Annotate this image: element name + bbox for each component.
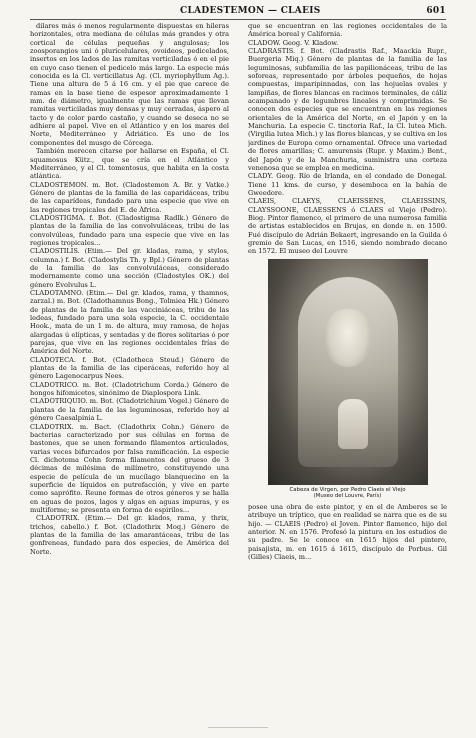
entry-text: que se encuentran en las regiones occidentales de la América boreal y California.	[248, 22, 447, 39]
caption-line-1: Cabeza de Virgen, por Pedro Claeis el Viejo	[289, 486, 406, 493]
page-footer	[0, 724, 476, 738]
entry-cladrastis: CLADRASTIS. f. Bot. (Cladrastis Raf., Maackia Rupr., Buergeria Miq.) Género de plantas de la familia de las leguminosas, subfamilia de las papilionáceas, tribu de las soforeas, representado por árboles pequeños, de hojas compuestas, imparipinnadas, con las hojuelas ovales y lampiñas, de flores blancas en racimos terminales, de cáliz acampanado y de legumbres lineales y comprimidas. Se conocen dos especies que se encuentran en las regiones orientales de la América del Norte, en el Japón y en la Manchuria. La especie C. tinctoria Raf., la Cl. lutea Mich. (Virgilia lutea Mich.) y las flores blancas, y se cultiva en los jardines de Europa como ornamental. Ofrece una variedad de flores amarillas; C. amurensis (Rupr. y Maxim.) Bent., del Japón y de la Manchuria, suministra una corteza venenosa que se emplea en medicina.	[248, 47, 447, 172]
header-rule	[30, 19, 446, 20]
entry-clady: CLADY. Geog. Río de Irlanda, en el condado de Donegal. Tiene 11 kms. de curso, y desemboca en la bahía de Gweedore.	[248, 172, 447, 197]
portrait-hands	[338, 399, 368, 449]
entry-text: dilares más ó menos regularmente dispuestas en hileras horizontales, otra mediana de células más grandes y otra cortical de células pequeñas y angulosas; los zoosporangios uni ó pluricelulares, ovoideos, pedicelados, insertos en los lados de las ramitas verticiladas ó en el pie en cuyo caso tienen el pedicelo más largo. La especie más conocida es la Cl. verticillatus Ag. (Cl. myriophyllum Ag.). Tiene una altura de 5 á 16 cm. y el pie que carece de ramas en la base tiene de espesor aproximadamente 1 mm. de diámetro, igualmente que las ramas que llevan ramitas verticiladas muy densas y muy cerradas, áspero al tacto y de color pardo castaño, y cuando se deseca no se adhiere al papel. Vive en el Atlántico y en los mares del Norte, Mediterráneo y Adriático. Es uno de los componentes del musgo de Córcega.	[30, 22, 229, 147]
left-column	[30, 22, 229, 722]
entry-text: También merecen citarse por hallarse en España, el Cl. squamosus Kütz., que se cría en el Atlántico y Mediterráneo, y el Cl. tomentosus, que habita en la costa atlántica.	[30, 147, 229, 181]
figure-caption	[248, 487, 447, 500]
entry-text: posee una obra de este pintor, y en el de Amberes se le atribuye un tríptico, que en realidad se narra que es de su hijo. — CLAEIS (Pedro) el Joven. Pintor flamenco, hijo del anterior. N. en 1576. Profesó la pintura en los estudios de su padre. Se le conoce en 1615 hijos del pintero, paisajista, m. en 1615 á 1615, discípulo de Porbus. Gil (Gilles) Claeis, m...	[248, 502, 447, 561]
entry-cladotrix-bot: CLADOTRIX. (Etim.— Del gr. klados, rama, y thrix, trichos, cabello.) f. Bot. (Cladothrix Moq.) Género de plantas de la familia de las amarantáceas, tribu de las gonfreneas, fundado para dos especies, de América del Norte.	[30, 514, 229, 556]
page-number: 601	[426, 6, 446, 16]
entry-claeis: CLAEIS, CLAEYS, CLAEISSENS, CLAEISSINS, CLAYSSOONE, CLAESSENS ó CLAES el Viejo (Pedro). Biog. Pintor flamenco, el primero de una numerosa familia de artistas establecidos en Brujas, en donde n. en 1500. Fué discípulo de Adrián Bekaert, ingresando en la Guilda ó gremio de San Lucas, en 1516, siendo nombrado decano en 1572. El museo del Louvre	[248, 197, 447, 256]
virgin-portrait-image	[268, 259, 428, 485]
entry-cladoteca: CLADOTECA. f. Bot. (Cladotheca Steud.) Género de plantas de la familia de las ciperáceas, referido hoy al género Lagenocarpus Nees.	[30, 355, 229, 381]
caption-line-2: (Museo del Louvre, París)	[313, 493, 382, 500]
header-title: CLADESTEMON — CLAEIS	[180, 6, 321, 16]
entry-cladostigma: CLADOSTIGMA. f. Bot. (Cladostigma Radlk.) Género de plantas de la familia de las convolvuláceas, tribu de las convolvúleas, fundado para una especie que vive en las regiones tropicales...	[30, 213, 229, 247]
entry-cladotrico: CLADOTRICO. m. Bot. (Cladotrichum Corda.) Género de hongos hifomicetos, sinónimo de Diaplospora Link.	[30, 380, 229, 398]
entry-cladostemon: CLADOSTEMON. m. Bot. (Cladostemon A. Br. y Vatke.) Género de plantas de la familia de las caparidáceas, tribu de las caparídeas, fundado para una especie que vive en las regiones tropicales del E. de África.	[30, 180, 229, 214]
portrait-face	[326, 309, 370, 367]
entry-cladow: CLADOW. Geog. V. Kladow.	[248, 38, 339, 47]
entry-cladotriquio: CLADOTRIQUIO. m. Bot. (Cladotrichium Vogel.) Género de plantas de la familia de las leguminosas, referido hoy al género Caesalpinia L.	[30, 397, 229, 423]
entry-cladostilis: CLADOSTILIS. (Etim.— Del gr. kladas, rama, y stylos, columna.) f. Bot. (Cladostylis Th. y Bpl.) Género de plantas de la familia de las convolvuláceas, considerado modernamente como una sección (Cladostyles OK.) del género Evolvulus L.	[30, 247, 229, 289]
entry-cladotrix-bact: CLADOTRIX. m. Bact. (Cladothrix Cohn.) Género de bacterias caracterizado por sus células en forma de bastones, que se unen formando filamentos articulados, varias veces bifurcados por falsa ramificación. La especie Cl. dichotoma Cohn forma filamentos del grueso de 3 décimas de milésima de milímetro, constituyendo una especie de película de un mucílago blanquecino en la superficie de líquidos en putrefacción, y vive en parte como saprófito. Reune formas de otros géneros y se halla en aguas de pozos, lagos y algas en aguas impuras, y es multiforme; se presenta en forma de espirilos...	[30, 422, 229, 514]
footer-mark	[208, 727, 268, 736]
page-header	[30, 4, 446, 20]
right-column	[248, 22, 447, 722]
entry-cladotamno: CLADOTAMNO. (Etim.— Del gr. klados, rama, y thamnos, zarzal.) m. Bot. (Cladothamnus Bong., Tolmiea Hk.) Género de plantas de la familia de las vacciniáceas, tribu de las ledeas, fundado para una sola especie, la C. occidentale Hook., mata de un 1 m. de altura, muy ramosa, de hojas alargadas ú elípticas, y sentadas y de flores solitarias ó por parejas, que vive en las regiones occidentales frías de América del Norte.	[30, 289, 229, 356]
